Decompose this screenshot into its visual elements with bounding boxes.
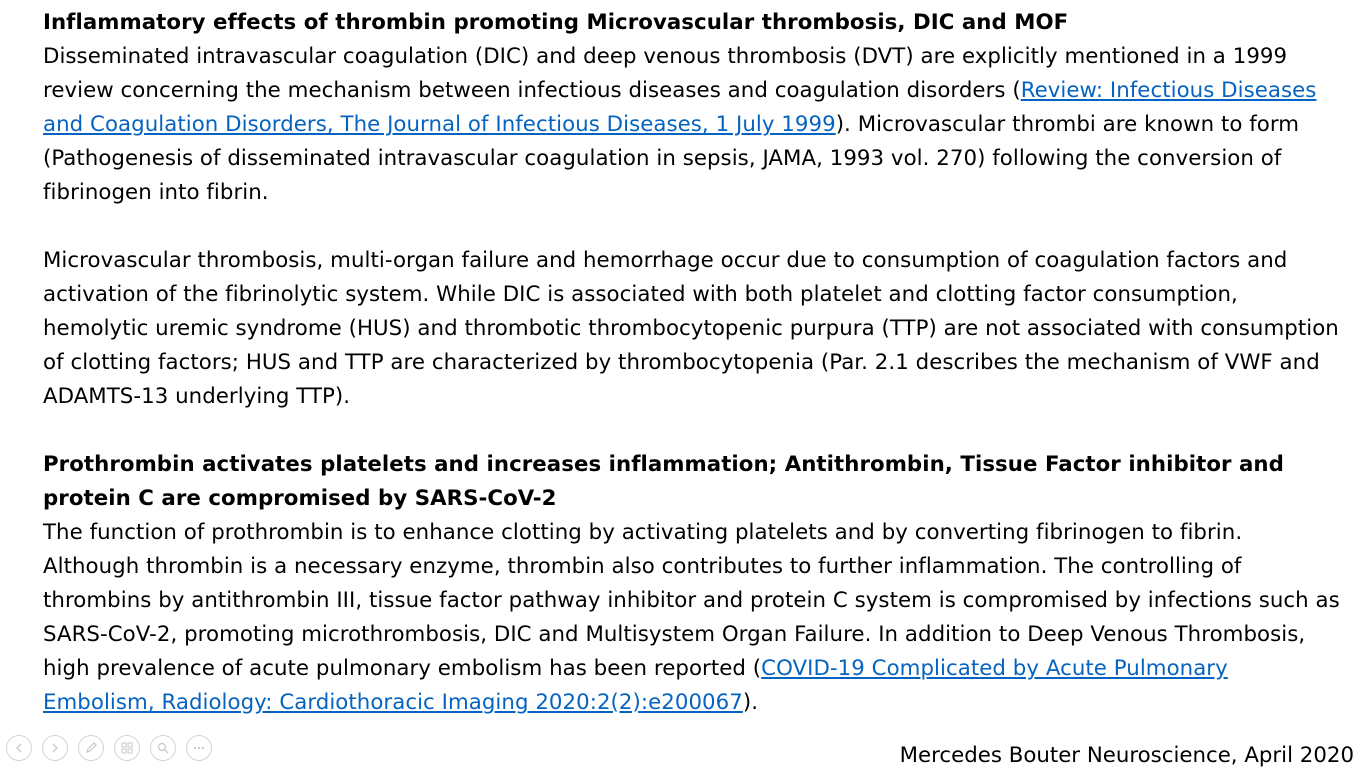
more-options-button[interactable] — [186, 735, 212, 761]
paragraph-text: ). Microvascular thrombi are known to form (Pathogenesis of disseminated intravascular coagulation in sepsis, JAMA, 1993 vol. 270) following the conversion of fibrinogen into fibrin. — [43, 112, 1300, 205]
link-review-infectious-diseases[interactable]: Review: Infectious Diseases and Coagulation Disorders, The Journal of Infectious Diseases, 1 July 1999 — [43, 78, 1317, 137]
slide-content — [43, 6, 1343, 720]
paragraph-dic-dvt — [43, 40, 1343, 210]
section-heading-thrombin: Inflammatory effects of thrombin promoting Microvascular thrombosis, DIC and MOF — [43, 10, 1069, 35]
more-icon — [193, 742, 205, 754]
slides-icon — [121, 742, 133, 754]
see-all-slides-button[interactable] — [114, 735, 140, 761]
paragraph-spacer — [43, 414, 1343, 448]
paragraph-microvascular-thrombosis: Microvascular thrombosis, multi-organ failure and hemorrhage occur due to consumption of coagulation factors and activation of the fibrinolytic system. While DIC is associated with both platelet and clotting factor consumption, hemolytic uremic syndrome (HUS) and thrombotic thrombocytopenic purpura (TTP) are not associated with consumption of clotting factors; HUS and TTP are characterized by thrombocytopenia (Par. 2.1 describes the mechanism of VWF and ADAMTS-13 underlying TTP). — [43, 248, 1339, 409]
paragraph-text: ). — [742, 690, 759, 715]
slideshow-nav-toolbar — [6, 735, 212, 761]
section-heading-prothrombin: Prothrombin activates platelets and increases inflammation; Antithrombin, Tissue Factor inhibitor and protein C are compromised by SARS-CoV-2 — [43, 452, 1284, 511]
paragraph-text: Disseminated intravascular coagulation (DIC) and deep venous thrombosis (DVT) are explicitly mentioned in a 1999 review concerning the mechanism between infectious diseases and coagulation disorders ( — [43, 44, 1288, 103]
previous-slide-button[interactable] — [6, 735, 32, 761]
paragraph-text: The function of prothrombin is to enhance clotting by activating platelets and by converting fibrinogen to fibrin. Although thrombin is a necessary enzyme, thrombin also contributes to further inflammation. The controlling of thrombins by antithrombin III, tissue factor pathway inhibitor and protein C system is compromised by infections such as SARS-CoV-2, promoting microthrombosis, DIC and Multisystem Organ Failure. In addition to Deep Venous Thrombosis, high prevalence of acute pulmonary embolism has been reported ( — [43, 520, 1340, 681]
next-icon — [50, 743, 60, 753]
paragraph-prothrombin-function — [43, 516, 1343, 720]
link-covid-pulmonary-embolism[interactable]: COVID-19 Complicated by Acute Pulmonary Embolism, Radiology: Cardiothoracic Imaging 2020:2(2):e200067 — [43, 656, 1228, 715]
zoom-icon — [157, 742, 169, 754]
pen-tool-button[interactable] — [78, 735, 104, 761]
pen-icon — [85, 742, 97, 754]
footer-credit: Mercedes Bouter Neuroscience, April 2020 — [899, 743, 1354, 768]
next-slide-button[interactable] — [42, 735, 68, 761]
previous-icon — [14, 743, 24, 753]
paragraph-spacer — [43, 210, 1343, 244]
zoom-button[interactable] — [150, 735, 176, 761]
